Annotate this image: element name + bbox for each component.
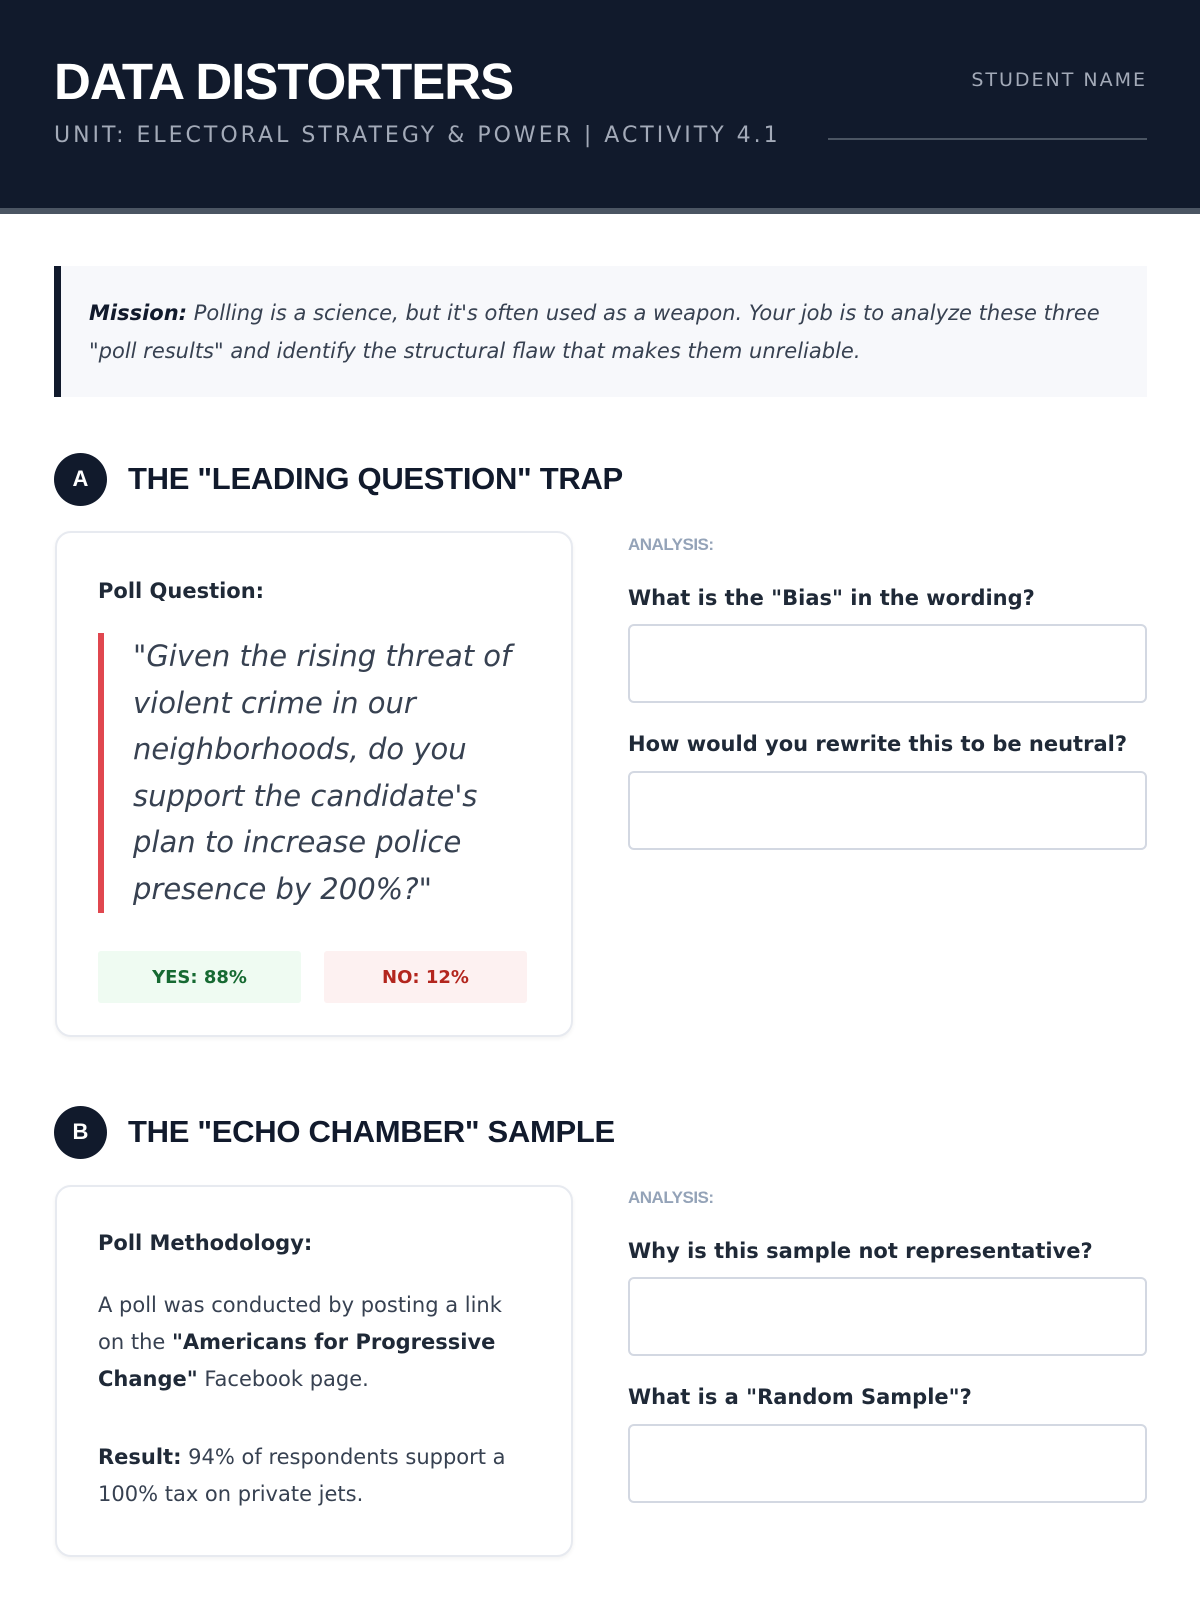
student-name-label: STUDENT NAME <box>971 69 1147 91</box>
random-sample-answer-field[interactable] <box>628 1424 1147 1503</box>
result-value: 94% of respondents support a 100% tax on private jets. <box>98 1445 506 1506</box>
section-a-badge: A <box>54 453 107 506</box>
methodology-group-name: "Americans for Progressive Change" <box>98 1330 496 1391</box>
mission-text: Polling is a science, but it's often used as a weapon. Your job is to analyze these three "poll results" and identify the structural flaw that makes them unreliable. <box>89 301 1100 363</box>
section-b-analysis-label: ANALYSIS: <box>628 1188 714 1207</box>
mission-callout <box>54 266 1147 397</box>
poll-question-card <box>55 531 573 1037</box>
poll-question-label: Poll Question: <box>98 579 265 603</box>
result-label: Result: <box>98 1445 182 1469</box>
sample-answer-field[interactable] <box>628 1277 1147 1356</box>
mission-label: Mission: <box>89 301 188 325</box>
section-a-analysis-label: ANALYSIS: <box>628 535 714 554</box>
poll-methodology-label: Poll Methodology: <box>98 1231 313 1255</box>
section-b-title: THE "ECHO CHAMBER" SAMPLE <box>128 1114 615 1149</box>
worksheet-header <box>0 0 1200 214</box>
bias-question-label: What is the "Bias" in the wording? <box>628 586 1035 610</box>
sample-question-label: Why is this sample not representative? <box>628 1239 1093 1263</box>
page-subtitle: UNIT: ELECTORAL STRATEGY & POWER | ACTIVITY 4.1 <box>54 123 781 148</box>
poll-result-text <box>98 1439 518 1513</box>
section-a-heading <box>54 452 623 506</box>
methodology-description <box>98 1287 518 1398</box>
rewrite-question-label: How would you rewrite this to be neutral? <box>628 732 1128 756</box>
page-title: DATA DISTORTERS <box>54 53 514 110</box>
methodology-text-end: Facebook page. <box>197 1367 369 1391</box>
rewrite-answer-field[interactable] <box>628 771 1147 850</box>
section-b-badge: B <box>54 1106 107 1159</box>
bias-answer-field[interactable] <box>628 624 1147 703</box>
yes-result-badge: YES: 88% <box>98 951 301 1003</box>
poll-question-quote: "Given the rising threat of violent crime in our neighborhoods, do you support the candidate's plan to increase police presence by 200%?" <box>98 633 528 913</box>
student-name-line[interactable] <box>828 138 1147 140</box>
methodology-text-start: A poll was conducted by posting a link on the <box>98 1293 502 1354</box>
section-a-title: THE "LEADING QUESTION" TRAP <box>128 461 623 496</box>
random-sample-question-label: What is a "Random Sample"? <box>628 1385 972 1409</box>
poll-methodology-card <box>55 1185 573 1557</box>
no-result-badge: NO: 12% <box>324 951 527 1003</box>
section-b-heading <box>54 1105 615 1159</box>
